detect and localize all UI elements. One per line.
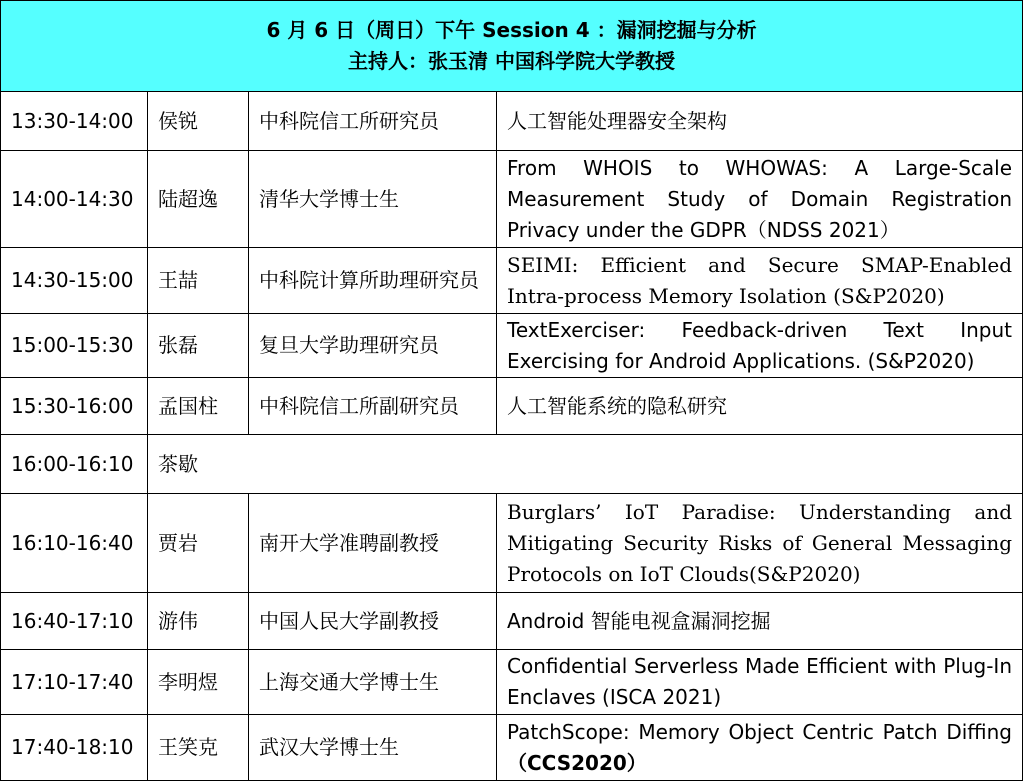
speaker-cell: 王喆 [148,248,249,314]
table-row [1,314,1023,378]
session-header [1,1,1023,92]
table-row [1,92,1023,151]
speaker-cell: 陆超逸 [148,151,249,248]
talk-title-cell: Android 智能电视盒漏洞挖掘 [497,593,1023,650]
talk-title-cell: SEIMI: Efficient and Secure SMAP-Enabled Intra-process Memory Isolation (S&P2020) [497,248,1023,314]
speaker-cell: 李明煜 [148,650,249,715]
talk-title-cell: TextExerciser: Feedback-driven Text Input Exercising for Android Applications. (S&P2020) [497,314,1023,378]
affiliation-cell: 武汉大学博士生 [249,715,497,781]
affiliation-cell: 中科院计算所助理研究员 [249,248,497,314]
speaker-cell: 游伟 [148,593,249,650]
affiliation-cell: 中科院信工所研究员 [249,92,497,151]
talk-title-text: PatchScope: Memory Object Centric Patch Diffing [507,719,1013,744]
affiliation-cell: 复旦大学助理研究员 [249,314,497,378]
speaker-cell: 张磊 [148,314,249,378]
talk-title-cell: Burglars’ IoT Paradise: Understanding and Mitigating Security Risks of General Messaging Protocols on IoT Clouds(S&P2020) [497,494,1023,593]
talk-title-cell: From WHOIS to WHOWAS: A Large-Scale Measurement Study of Domain Registration Privacy under the GDPR（NDSS 2021） [497,151,1023,248]
time-cell: 16:00-16:10 [1,435,148,494]
venue-label: （CCS2020） [507,750,647,775]
time-cell: 16:10-16:40 [1,494,148,593]
time-cell: 14:30-15:00 [1,248,148,314]
table-row [1,378,1023,435]
time-cell: 14:00-14:30 [1,151,148,248]
table-row [1,593,1023,650]
table-row [1,494,1023,593]
table-row [1,151,1023,248]
affiliation-cell: 上海交通大学博士生 [249,650,497,715]
table-row [1,650,1023,715]
talk-title-cell [497,715,1023,781]
time-cell: 15:30-16:00 [1,378,148,435]
talk-title-cell: 人工智能处理器安全架构 [497,92,1023,151]
speaker-cell: 王笑克 [148,715,249,781]
speaker-cell: 侯锐 [148,92,249,151]
session-title: 6 月 6 日（周日）下午 Session 4 ：漏洞挖掘与分析 [266,18,757,42]
time-cell: 17:10-17:40 [1,650,148,715]
session-header-row [1,1,1023,92]
affiliation-cell: 中国人民大学副教授 [249,593,497,650]
talk-title-cell: Confidential Serverless Made Efficient with Plug-In Enclaves (ISCA 2021) [497,650,1023,715]
time-cell: 17:40-18:10 [1,715,148,781]
talk-title-cell: 人工智能系统的隐私研究 [497,378,1023,435]
speaker-cell: 孟国柱 [148,378,249,435]
time-cell: 13:30-14:00 [1,92,148,151]
table-row [1,248,1023,314]
break-cell: 茶歇 [148,435,1023,494]
break-row [1,435,1023,494]
time-cell: 15:00-15:30 [1,314,148,378]
affiliation-cell: 中科院信工所副研究员 [249,378,497,435]
time-cell: 16:40-17:10 [1,593,148,650]
affiliation-cell: 南开大学准聘副教授 [249,494,497,593]
affiliation-cell: 清华大学博士生 [249,151,497,248]
speaker-cell: 贾岩 [148,494,249,593]
session-host: 主持人：张玉清 中国科学院大学教授 [348,49,675,73]
table-row [1,715,1023,781]
